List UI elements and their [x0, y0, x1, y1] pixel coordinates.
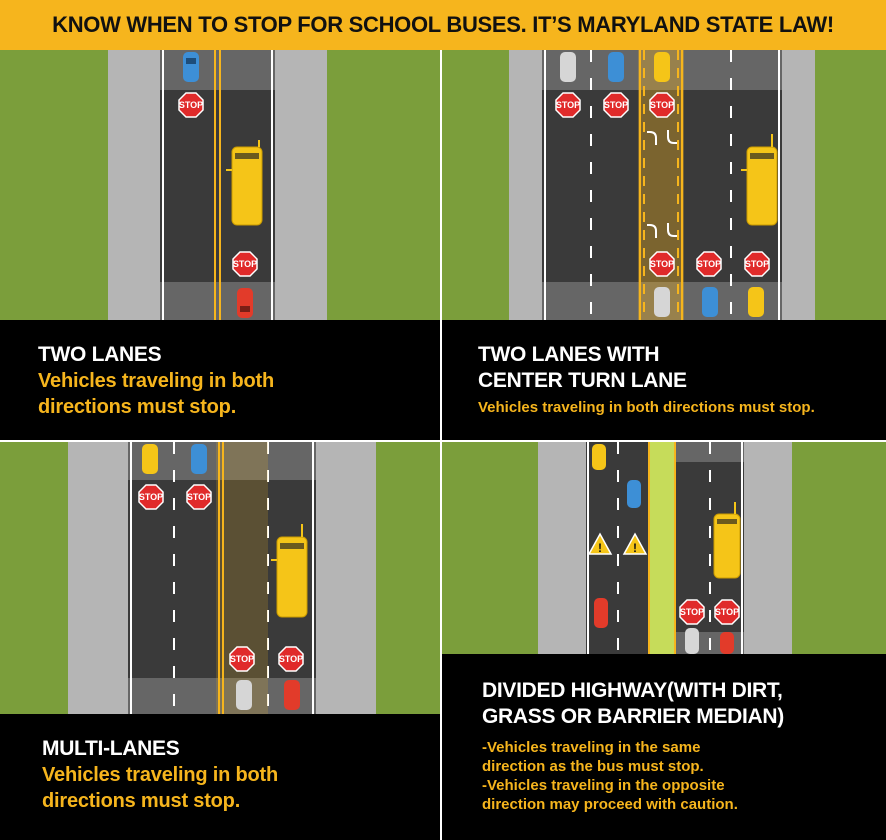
- divided-highway-caption: [442, 654, 886, 840]
- stop-sign-icon: [233, 252, 257, 276]
- stop-sign-icon: [680, 600, 704, 624]
- car-icon: [685, 628, 699, 654]
- center-turn-description: Vehicles traveling in both directions must stop.: [478, 399, 815, 416]
- car-icon: [654, 287, 670, 317]
- car-icon: [191, 444, 207, 474]
- panel-multi-lanes: [0, 442, 440, 840]
- svg-text:!: !: [633, 541, 637, 555]
- svg-text:STOP: STOP: [555, 100, 581, 110]
- car-icon: [592, 444, 606, 470]
- car-icon: [560, 52, 576, 82]
- car-icon: [237, 288, 253, 318]
- car-icon: [748, 287, 764, 317]
- svg-text:STOP: STOP: [229, 654, 255, 664]
- car-icon: [183, 52, 199, 82]
- car-icon: [702, 287, 718, 317]
- car-icon: [608, 52, 624, 82]
- two-lanes-road-diagram: [0, 50, 440, 320]
- multi-lanes-description: Vehicles traveling in both directions must stop.: [42, 764, 278, 812]
- svg-text:STOP: STOP: [649, 259, 675, 269]
- divided-highway-bullet-same-direction: -Vehicles traveling in the same direction as the bus must stop.: [482, 739, 704, 775]
- svg-text:STOP: STOP: [679, 607, 705, 617]
- stop-sign-icon: [556, 93, 580, 117]
- divided-highway-road-diagram: [442, 442, 886, 654]
- svg-text:STOP: STOP: [603, 100, 629, 110]
- svg-text:STOP: STOP: [714, 607, 740, 617]
- banner-text: KNOW WHEN TO STOP FOR SCHOOL BUSES. IT’S MARYLAND STATE LAW!: [52, 12, 834, 37]
- title-banner: [0, 0, 886, 50]
- stop-sign-icon: [715, 600, 739, 624]
- panel-divided-highway: [442, 442, 886, 840]
- svg-text:!: !: [598, 541, 602, 555]
- svg-text:STOP: STOP: [232, 259, 258, 269]
- stop-sign-icon: [697, 252, 721, 276]
- stop-sign-icon: [179, 93, 203, 117]
- multi-lanes-title: MULTI-LANES: [42, 737, 180, 760]
- car-icon: [594, 598, 608, 628]
- car-icon: [284, 680, 300, 710]
- stop-sign-icon: [650, 93, 674, 117]
- center-turn-title: TWO LANES WITH CENTER TURN LANE: [478, 343, 687, 392]
- stop-sign-icon: [604, 93, 628, 117]
- stop-sign-icon: [279, 647, 303, 671]
- two-lanes-description: Vehicles traveling in both directions must stop.: [38, 370, 274, 418]
- car-icon: [720, 632, 734, 654]
- stop-sign-icon: [745, 252, 769, 276]
- stop-sign-icon: [650, 252, 674, 276]
- svg-text:STOP: STOP: [138, 492, 164, 502]
- svg-text:STOP: STOP: [278, 654, 304, 664]
- center-turn-road-diagram: [442, 50, 886, 320]
- svg-text:STOP: STOP: [696, 259, 722, 269]
- divided-highway-bullet-opposite-direction: -Vehicles traveling in the opposite direction may proceed with caution.: [482, 777, 738, 813]
- center-turn-caption: [442, 320, 886, 440]
- multi-lanes-road-diagram: [0, 442, 440, 714]
- svg-text:STOP: STOP: [649, 100, 675, 110]
- car-icon: [627, 480, 641, 508]
- panel-two-lanes: [0, 50, 440, 440]
- stop-sign-icon: [139, 485, 163, 509]
- svg-text:STOP: STOP: [744, 259, 770, 269]
- car-icon: [236, 680, 252, 710]
- svg-text:STOP: STOP: [186, 492, 212, 502]
- divided-highway-title: DIVIDED HIGHWAY(WITH DIRT, GRASS OR BARRIER MEDIAN): [482, 679, 784, 728]
- svg-text:STOP: STOP: [178, 100, 204, 110]
- stop-sign-icon: [230, 647, 254, 671]
- two-lanes-title: TWO LANES: [38, 343, 162, 366]
- two-lanes-caption: [0, 320, 440, 440]
- car-icon: [654, 52, 670, 82]
- panel-two-lanes-center-turn: [442, 50, 886, 440]
- car-icon: [142, 444, 158, 474]
- multi-lanes-caption: [0, 714, 440, 840]
- stop-sign-icon: [187, 485, 211, 509]
